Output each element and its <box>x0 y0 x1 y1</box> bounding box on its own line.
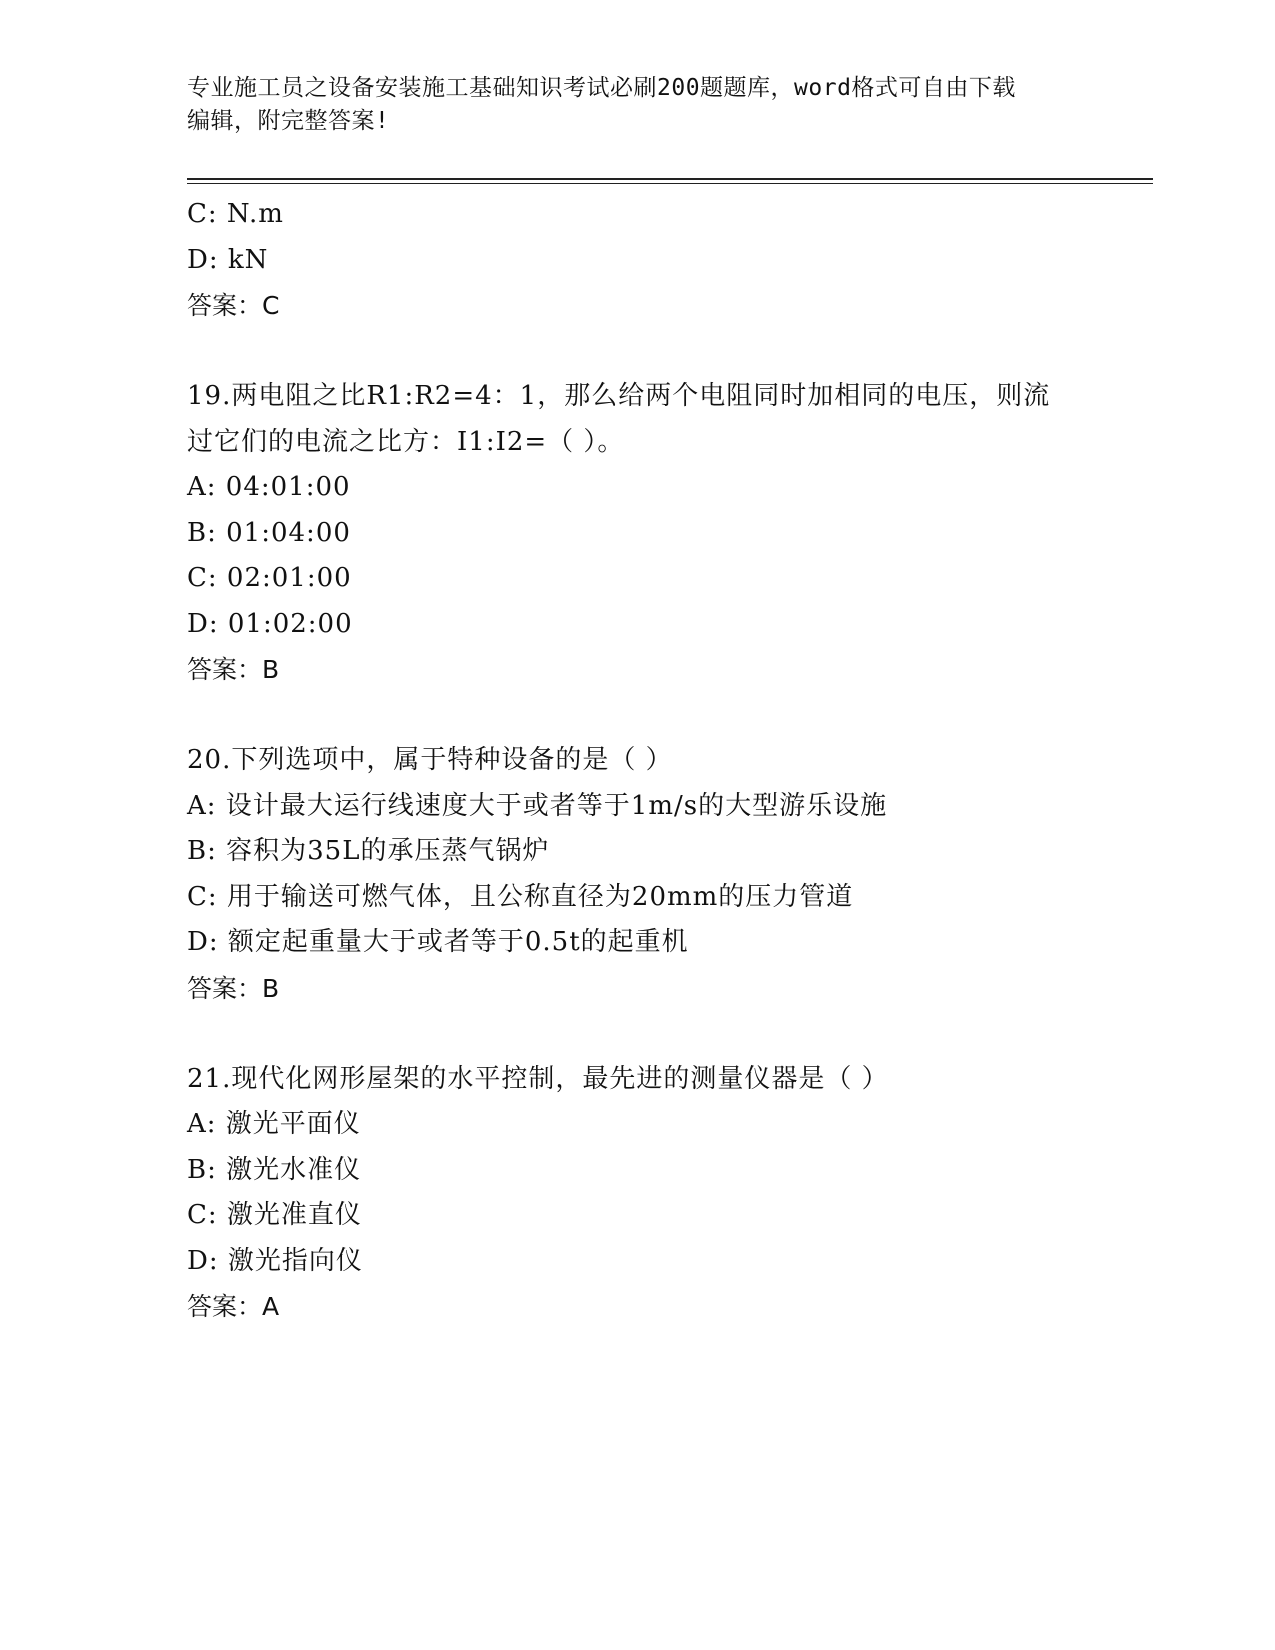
question-stem: 19.两电阻之比R1:R2=4：1，那么给两个电阻同时加相同的电压，则流 <box>187 381 1051 411</box>
option-b: B: 容积为35L的承压蒸气锅炉 <box>187 836 550 866</box>
option-d: D: 激光指向仪 <box>187 1245 363 1276</box>
header-divider-thin <box>187 183 1153 184</box>
question-stem: 21.现代化网形屋架的水平控制，最先进的测量仪器是（ ） <box>187 1063 889 1094</box>
answer-line: 答案：A <box>187 1292 280 1321</box>
option-b: B: 激光水准仪 <box>187 1154 362 1185</box>
header-divider <box>187 178 1153 180</box>
question-stem-cont: 过它们的电流之比方：I1:I2=（ ）。 <box>187 426 625 457</box>
option-c: C: 激光准直仪 <box>187 1200 362 1230</box>
spacer <box>187 329 1153 375</box>
option-a: A: 04:01:00 <box>187 472 351 502</box>
option-a: A: 设计最大运行线速度大于或者等于1m/s的大型游乐设施 <box>187 790 888 821</box>
document-body <box>187 192 1153 1330</box>
option-a: A: 激光平面仪 <box>187 1109 361 1139</box>
document-header <box>187 72 1087 138</box>
option-b: B: 01:04:00 <box>187 517 351 548</box>
answer-line: 答案：C <box>187 291 280 320</box>
option-c: C: N.m <box>187 199 284 229</box>
previous-question-tail <box>187 192 1153 329</box>
question-21 <box>187 1057 1153 1330</box>
option-d: D: 01:02:00 <box>187 608 353 639</box>
option-c: C: 用于输送可燃气体，且公称直径为20mm的压力管道 <box>187 881 854 912</box>
question-19 <box>187 374 1153 693</box>
option-c: C: 02:01:00 <box>187 563 352 593</box>
question-20 <box>187 738 1153 1011</box>
answer-line: 答案：B <box>187 655 280 684</box>
spacer <box>187 1011 1153 1057</box>
option-d: D: 额定起重量大于或者等于0.5t的起重机 <box>187 927 689 957</box>
question-stem: 20.下列选项中，属于特种设备的是（ ） <box>187 745 673 775</box>
header-line-2: 编辑，附完整答案! <box>187 108 390 134</box>
option-d: D: kN <box>187 244 269 275</box>
header-line-1: 专业施工员之设备安装施工基础知识考试必刷200题题库，word格式可自由下载 <box>187 75 1016 101</box>
answer-line: 答案：B <box>187 973 280 1003</box>
spacer <box>187 693 1153 739</box>
